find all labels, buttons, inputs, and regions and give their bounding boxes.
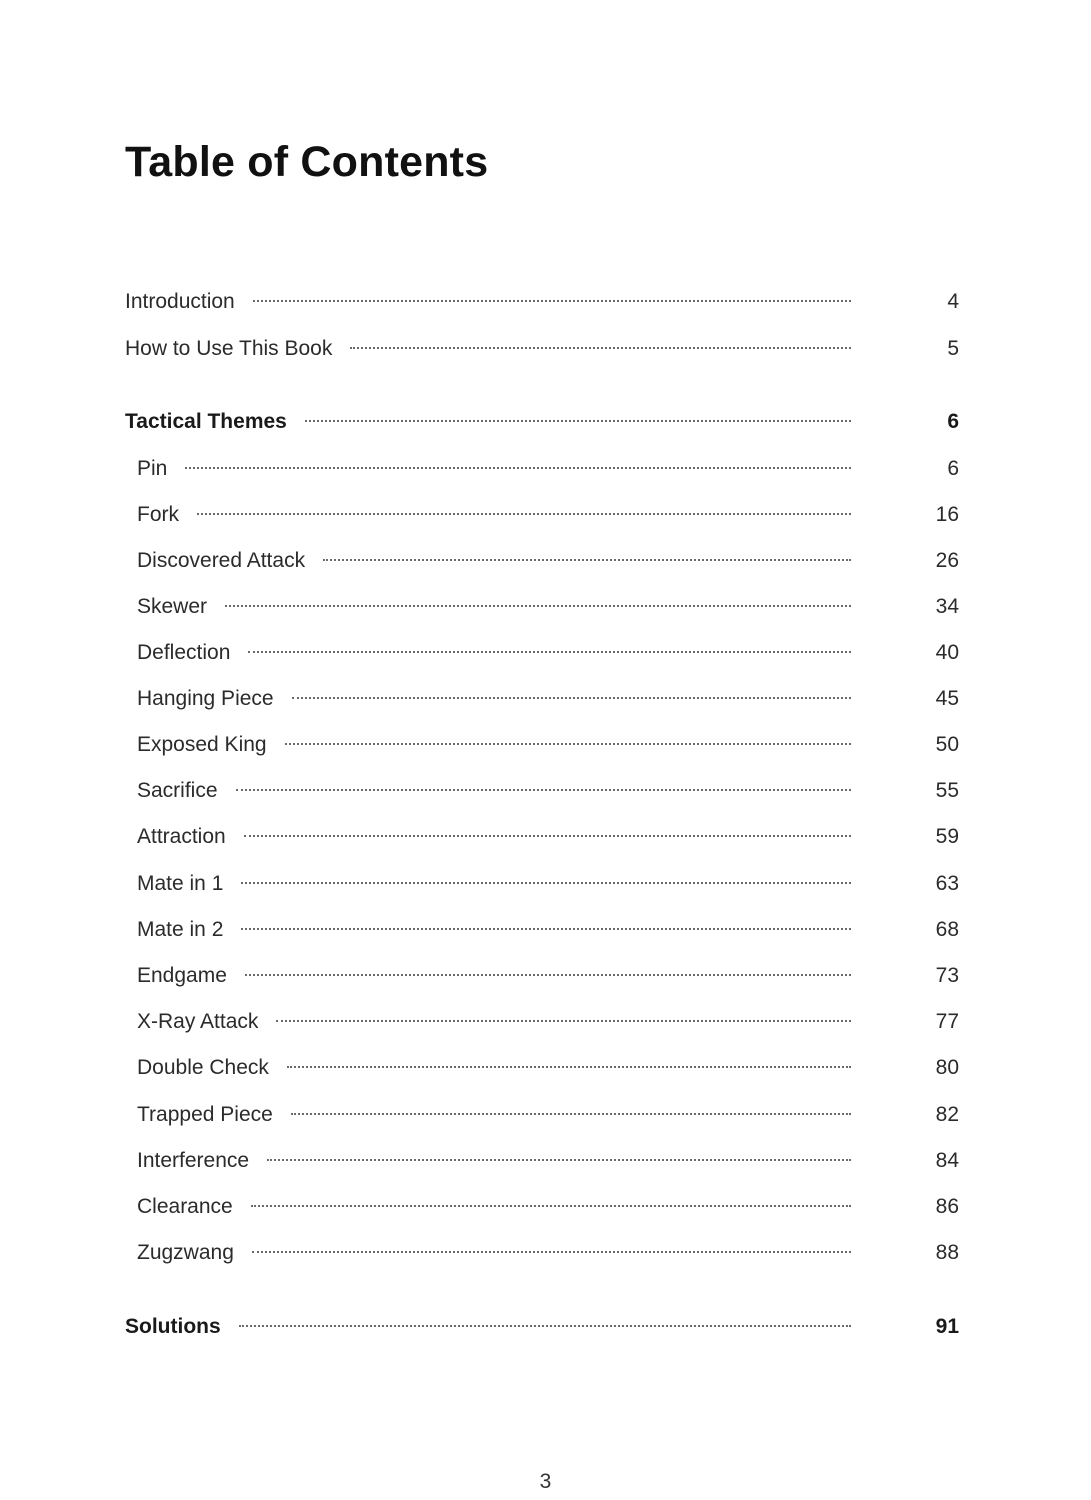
toc-entry-label: Exposed King	[137, 733, 267, 756]
dot-leader	[305, 420, 851, 422]
toc-entry-exposed-king[interactable]	[137, 730, 959, 760]
dot-leader	[291, 1113, 851, 1115]
toc-entry-mate-in-1[interactable]	[137, 869, 959, 899]
toc-entry-interference[interactable]	[137, 1146, 959, 1176]
toc-entry-attraction[interactable]	[137, 822, 959, 852]
toc-entry-label: Trapped Piece	[137, 1103, 273, 1126]
toc-entry-x-ray-attack[interactable]	[137, 1007, 959, 1037]
toc-entry-page: 4	[947, 290, 959, 313]
toc-entry-page: 5	[947, 337, 959, 360]
toc-entry-label: Discovered Attack	[137, 549, 306, 572]
toc-section-label: Tactical Themes	[125, 410, 287, 433]
toc-entry-page: 84	[935, 1149, 959, 1172]
dot-leader	[245, 974, 851, 976]
toc-entry-hanging-piece[interactable]	[137, 684, 959, 714]
toc-entry-pin[interactable]	[137, 454, 959, 484]
dot-leader	[241, 882, 851, 884]
toc-entry-trapped-piece[interactable]	[137, 1100, 959, 1130]
toc-entry-double-check[interactable]	[137, 1053, 959, 1083]
toc-entry-label: Endgame	[137, 964, 227, 987]
toc-entry-page: 73	[935, 964, 959, 987]
toc-section-label: Solutions	[125, 1315, 221, 1338]
toc-entry-how-to-use[interactable]	[125, 334, 959, 364]
toc-entry-page: 40	[935, 641, 959, 664]
toc-entry-label: Sacrifice	[137, 779, 218, 802]
dot-leader	[251, 1205, 851, 1207]
toc-entry-page: 80	[935, 1056, 959, 1079]
toc-entry-label: Attraction	[137, 825, 226, 848]
toc-entry-page: 82	[935, 1103, 959, 1126]
toc-entry-introduction[interactable]	[125, 287, 959, 317]
dot-leader	[253, 300, 851, 302]
dot-leader	[225, 605, 851, 607]
dot-leader	[350, 347, 851, 349]
dot-leader	[267, 1159, 851, 1161]
dot-leader	[287, 1066, 851, 1068]
toc-section-tactical-themes[interactable]	[125, 407, 959, 437]
toc-entry-page: 63	[935, 872, 959, 895]
toc-entry-label: Zugzwang	[137, 1241, 234, 1264]
toc-entry-label: Mate in 1	[137, 872, 224, 895]
dot-leader	[197, 513, 851, 515]
toc-entry-discovered-attack[interactable]	[137, 546, 959, 576]
toc-entry-label: Interference	[137, 1149, 250, 1172]
toc-entry-label: How to Use This Book	[125, 337, 333, 360]
toc-entry-label: Hanging Piece	[137, 687, 274, 710]
page-title: Table of Contents	[125, 138, 489, 186]
toc-entry-mate-in-2[interactable]	[137, 915, 959, 945]
dot-leader	[236, 789, 851, 791]
dot-leader	[244, 835, 851, 837]
toc-entry-label: Deflection	[137, 641, 231, 664]
toc-entry-label: Pin	[137, 457, 168, 480]
dot-leader	[252, 1251, 851, 1253]
toc-entry-sacrifice[interactable]	[137, 776, 959, 806]
toc-entry-page: 59	[935, 825, 959, 848]
dot-leader	[248, 651, 851, 653]
toc-entry-page: 86	[935, 1195, 959, 1218]
toc-entry-label: Double Check	[137, 1056, 269, 1079]
toc-entry-page: 68	[935, 918, 959, 941]
toc-entry-skewer[interactable]	[137, 592, 959, 622]
toc-entry-label: Clearance	[137, 1195, 233, 1218]
toc-entry-label: Mate in 2	[137, 918, 224, 941]
toc-entry-clearance[interactable]	[137, 1192, 959, 1222]
toc-entry-page: 45	[935, 687, 959, 710]
dot-leader	[285, 743, 851, 745]
dot-leader	[292, 697, 851, 699]
toc-entry-deflection[interactable]	[137, 638, 959, 668]
toc-entry-fork[interactable]	[137, 500, 959, 530]
toc-entry-zugzwang[interactable]	[137, 1238, 959, 1268]
toc-section-page: 91	[935, 1315, 959, 1338]
toc-entry-page: 88	[935, 1241, 959, 1264]
toc-entry-page: 16	[935, 503, 959, 526]
toc-entry-label: Fork	[137, 503, 179, 526]
dot-leader	[239, 1325, 851, 1327]
toc-entry-page: 55	[935, 779, 959, 802]
page-number: 3	[539, 1470, 552, 1493]
dot-leader	[276, 1020, 851, 1022]
toc-entry-label: Skewer	[137, 595, 208, 618]
dot-leader	[185, 467, 851, 469]
dot-leader	[323, 559, 851, 561]
toc-section-solutions[interactable]	[125, 1312, 959, 1342]
toc-entry-page: 34	[935, 595, 959, 618]
toc-section-page: 6	[947, 410, 959, 433]
toc-entry-endgame[interactable]	[137, 961, 959, 991]
toc-entry-page: 77	[935, 1010, 959, 1033]
toc-entry-page: 6	[947, 457, 959, 480]
dot-leader	[241, 928, 851, 930]
toc-entry-label: X-Ray Attack	[137, 1010, 259, 1033]
toc-entry-page: 26	[935, 549, 959, 572]
toc-entry-page: 50	[935, 733, 959, 756]
toc-entry-label: Introduction	[125, 290, 235, 313]
